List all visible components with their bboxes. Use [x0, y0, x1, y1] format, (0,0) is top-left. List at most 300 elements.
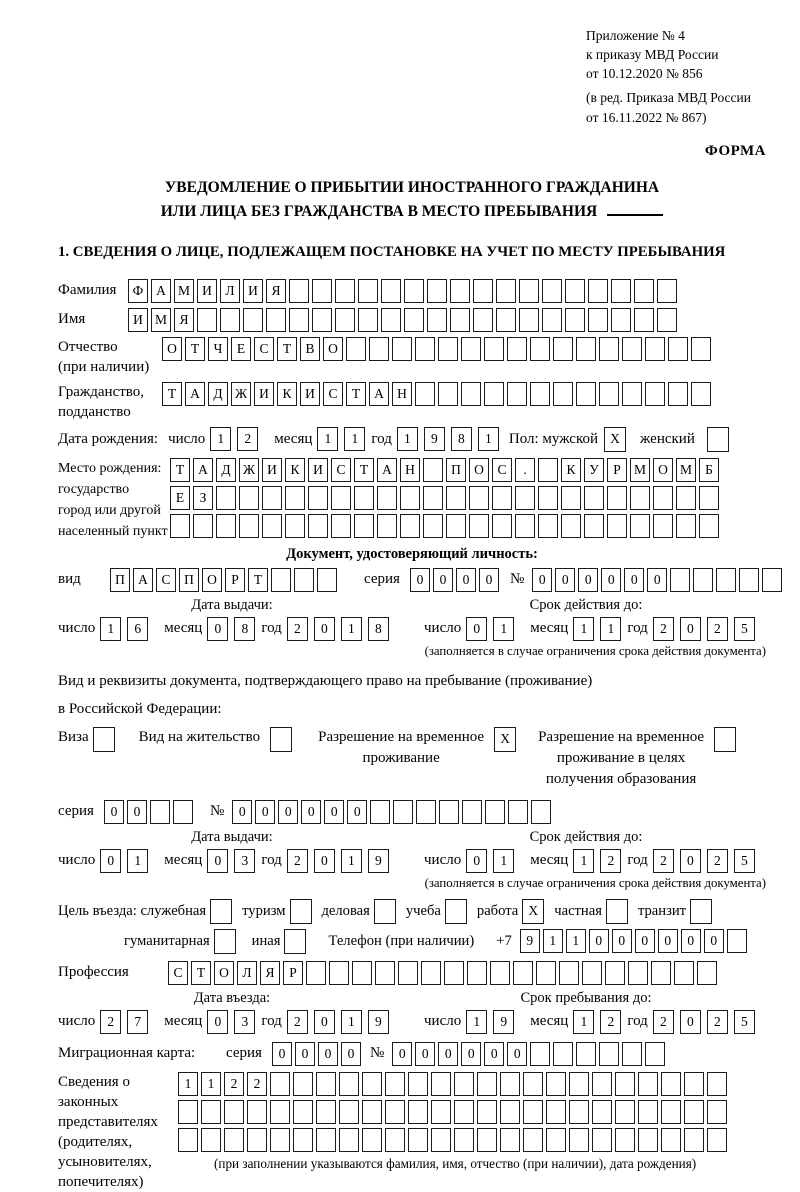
form-cell[interactable]: [289, 308, 309, 332]
form-cell[interactable]: 2: [707, 617, 728, 641]
form-cell[interactable]: 1: [210, 427, 231, 451]
form-cell[interactable]: К: [277, 382, 297, 406]
form-cell[interactable]: [461, 382, 481, 406]
form-cell[interactable]: 0: [433, 568, 453, 592]
form-cell[interactable]: [569, 1128, 589, 1152]
form-cell[interactable]: [546, 1072, 566, 1096]
form-cell[interactable]: [606, 899, 628, 924]
form-cell[interactable]: 5: [734, 617, 755, 641]
form-cell[interactable]: [490, 961, 510, 985]
form-cell[interactable]: 2: [653, 849, 674, 873]
form-cell[interactable]: [335, 308, 355, 332]
form-cell[interactable]: [607, 486, 627, 510]
form-cell[interactable]: [513, 961, 533, 985]
form-cell[interactable]: П: [179, 568, 199, 592]
form-cell[interactable]: [592, 1128, 612, 1152]
form-cell[interactable]: [444, 961, 464, 985]
form-cell[interactable]: [339, 1100, 359, 1124]
form-cell[interactable]: 0: [438, 1042, 458, 1066]
form-cell[interactable]: А: [369, 382, 389, 406]
form-cell[interactable]: [611, 279, 631, 303]
form-cell[interactable]: [611, 308, 631, 332]
form-cell[interactable]: 0: [466, 849, 487, 873]
form-cell[interactable]: [485, 800, 505, 824]
form-cell[interactable]: [262, 486, 282, 510]
form-cell[interactable]: А: [133, 568, 153, 592]
form-cell[interactable]: [569, 1100, 589, 1124]
form-cell[interactable]: [335, 279, 355, 303]
form-cell[interactable]: [477, 1128, 497, 1152]
form-cell[interactable]: [484, 382, 504, 406]
form-cell[interactable]: 5: [734, 1010, 755, 1034]
form-cell[interactable]: 0: [207, 849, 228, 873]
form-cell[interactable]: [216, 486, 236, 510]
form-cell[interactable]: [243, 308, 263, 332]
form-cell[interactable]: [542, 279, 562, 303]
form-cell[interactable]: [515, 514, 535, 538]
form-cell[interactable]: Я: [174, 308, 194, 332]
form-cell[interactable]: [634, 308, 654, 332]
form-cell[interactable]: 2: [287, 617, 308, 641]
form-cell[interactable]: [691, 337, 711, 361]
form-cell[interactable]: 1: [341, 1010, 362, 1034]
form-cell[interactable]: [427, 279, 447, 303]
form-cell[interactable]: О: [323, 337, 343, 361]
form-cell[interactable]: [408, 1128, 428, 1152]
form-cell[interactable]: [546, 1128, 566, 1152]
form-cell[interactable]: С: [254, 337, 274, 361]
form-cell[interactable]: [316, 1072, 336, 1096]
form-cell[interactable]: [645, 337, 665, 361]
form-cell[interactable]: 6: [127, 617, 148, 641]
form-cell[interactable]: [690, 899, 712, 924]
form-cell[interactable]: [362, 1100, 382, 1124]
form-cell[interactable]: [634, 279, 654, 303]
form-cell[interactable]: [284, 929, 306, 954]
form-cell[interactable]: [316, 1128, 336, 1152]
form-cell[interactable]: [584, 514, 604, 538]
form-cell[interactable]: 1: [341, 617, 362, 641]
form-cell[interactable]: [707, 427, 729, 452]
form-cell[interactable]: [416, 800, 436, 824]
form-cell[interactable]: [392, 337, 412, 361]
form-cell[interactable]: 0: [466, 617, 487, 641]
form-cell[interactable]: 0: [410, 568, 430, 592]
purpose-business-checkbox[interactable]: [374, 899, 396, 924]
form-cell[interactable]: 8: [451, 427, 472, 451]
form-cell[interactable]: [599, 1042, 619, 1066]
sex-male-checkbox[interactable]: [604, 427, 626, 452]
residence-permit-checkbox[interactable]: [270, 727, 292, 752]
form-cell[interactable]: И: [243, 279, 263, 303]
form-cell[interactable]: [492, 486, 512, 510]
form-cell[interactable]: [385, 1100, 405, 1124]
form-cell[interactable]: Ч: [208, 337, 228, 361]
form-cell[interactable]: [408, 1100, 428, 1124]
form-cell[interactable]: [178, 1100, 198, 1124]
form-cell[interactable]: [247, 1128, 267, 1152]
form-cell[interactable]: [467, 961, 487, 985]
form-cell[interactable]: [352, 961, 372, 985]
form-cell[interactable]: 1: [600, 617, 621, 641]
temp-residence-education-checkbox[interactable]: [714, 727, 736, 752]
form-cell[interactable]: Т: [170, 458, 190, 482]
form-cell[interactable]: [622, 1042, 642, 1066]
form-cell[interactable]: [374, 899, 396, 924]
form-cell[interactable]: [270, 1072, 290, 1096]
form-cell[interactable]: И: [262, 458, 282, 482]
form-cell[interactable]: 2: [653, 617, 674, 641]
form-cell[interactable]: [247, 1100, 267, 1124]
form-cell[interactable]: 2: [287, 849, 308, 873]
form-cell[interactable]: [653, 514, 673, 538]
form-cell[interactable]: [473, 279, 493, 303]
form-cell[interactable]: [358, 308, 378, 332]
form-cell[interactable]: [439, 800, 459, 824]
form-cell[interactable]: [446, 486, 466, 510]
form-cell[interactable]: [438, 382, 458, 406]
form-cell[interactable]: Ж: [231, 382, 251, 406]
form-cell[interactable]: [170, 514, 190, 538]
form-cell[interactable]: [693, 568, 713, 592]
form-cell[interactable]: А: [193, 458, 213, 482]
form-cell[interactable]: [316, 1100, 336, 1124]
form-cell[interactable]: [531, 800, 551, 824]
form-cell[interactable]: 0: [680, 617, 701, 641]
form-cell[interactable]: Я: [260, 961, 280, 985]
form-cell[interactable]: [358, 279, 378, 303]
form-cell[interactable]: [239, 514, 259, 538]
form-cell[interactable]: [446, 514, 466, 538]
form-cell[interactable]: И: [197, 279, 217, 303]
form-cell[interactable]: 0: [232, 800, 252, 824]
form-cell[interactable]: Н: [400, 458, 420, 482]
form-cell[interactable]: [638, 1128, 658, 1152]
form-cell[interactable]: [404, 279, 424, 303]
form-cell[interactable]: [492, 514, 512, 538]
form-cell[interactable]: [469, 486, 489, 510]
form-cell[interactable]: [519, 308, 539, 332]
form-cell[interactable]: И: [128, 308, 148, 332]
form-cell[interactable]: [553, 337, 573, 361]
form-cell[interactable]: 1: [178, 1072, 198, 1096]
form-cell[interactable]: 1: [566, 929, 586, 953]
form-cell[interactable]: [431, 1128, 451, 1152]
form-cell[interactable]: 1: [478, 427, 499, 451]
form-cell[interactable]: 9: [424, 427, 445, 451]
form-cell[interactable]: 0: [589, 929, 609, 953]
form-cell[interactable]: Л: [237, 961, 257, 985]
form-cell[interactable]: [530, 1042, 550, 1066]
form-cell[interactable]: [576, 1042, 596, 1066]
form-cell[interactable]: А: [151, 279, 171, 303]
form-cell[interactable]: 0: [647, 568, 667, 592]
form-cell[interactable]: [385, 1072, 405, 1096]
form-cell[interactable]: 0: [314, 1010, 335, 1034]
form-cell[interactable]: 1: [493, 849, 514, 873]
form-cell[interactable]: [450, 279, 470, 303]
form-cell[interactable]: М: [151, 308, 171, 332]
form-cell[interactable]: [462, 800, 482, 824]
form-cell[interactable]: [423, 514, 443, 538]
form-cell[interactable]: [331, 486, 351, 510]
form-cell[interactable]: [707, 1128, 727, 1152]
form-cell[interactable]: [622, 337, 642, 361]
form-cell[interactable]: 0: [314, 849, 335, 873]
form-cell[interactable]: [553, 1042, 573, 1066]
form-cell[interactable]: С: [492, 458, 512, 482]
form-cell[interactable]: Ф: [128, 279, 148, 303]
form-cell[interactable]: [431, 1072, 451, 1096]
form-cell[interactable]: [393, 800, 413, 824]
form-cell[interactable]: 5: [734, 849, 755, 873]
form-cell[interactable]: [290, 899, 312, 924]
form-cell[interactable]: [605, 961, 625, 985]
form-cell[interactable]: X: [522, 899, 544, 924]
form-cell[interactable]: [415, 382, 435, 406]
form-cell[interactable]: [523, 1072, 543, 1096]
form-cell[interactable]: [559, 961, 579, 985]
form-cell[interactable]: И: [254, 382, 274, 406]
form-cell[interactable]: [93, 727, 115, 752]
form-cell[interactable]: С: [331, 458, 351, 482]
form-cell[interactable]: Т: [277, 337, 297, 361]
form-cell[interactable]: 0: [704, 929, 724, 953]
form-cell[interactable]: [622, 382, 642, 406]
form-cell[interactable]: [697, 961, 717, 985]
form-cell[interactable]: [201, 1128, 221, 1152]
form-cell[interactable]: [404, 308, 424, 332]
sex-female-checkbox[interactable]: [707, 427, 729, 452]
form-cell[interactable]: [707, 1100, 727, 1124]
form-cell[interactable]: [588, 308, 608, 332]
form-cell[interactable]: 0: [100, 849, 121, 873]
form-cell[interactable]: [362, 1128, 382, 1152]
form-cell[interactable]: [454, 1128, 474, 1152]
form-cell[interactable]: .: [515, 458, 535, 482]
form-cell[interactable]: 1: [466, 1010, 487, 1034]
form-cell[interactable]: 1: [573, 1010, 594, 1034]
form-cell[interactable]: [668, 382, 688, 406]
form-cell[interactable]: [312, 279, 332, 303]
form-cell[interactable]: [216, 514, 236, 538]
form-cell[interactable]: [507, 382, 527, 406]
form-cell[interactable]: [415, 337, 435, 361]
form-cell[interactable]: 0: [555, 568, 575, 592]
form-cell[interactable]: 2: [287, 1010, 308, 1034]
form-cell[interactable]: [657, 279, 677, 303]
form-cell[interactable]: 1: [543, 929, 563, 953]
form-cell[interactable]: О: [214, 961, 234, 985]
form-cell[interactable]: [630, 486, 650, 510]
form-cell[interactable]: [317, 568, 337, 592]
form-cell[interactable]: 0: [532, 568, 552, 592]
form-cell[interactable]: [699, 514, 719, 538]
form-cell[interactable]: [538, 486, 558, 510]
form-cell[interactable]: 0: [324, 800, 344, 824]
form-cell[interactable]: Т: [162, 382, 182, 406]
form-cell[interactable]: 2: [600, 1010, 621, 1034]
form-cell[interactable]: 0: [207, 617, 228, 641]
form-cell[interactable]: К: [561, 458, 581, 482]
form-cell[interactable]: Е: [231, 337, 251, 361]
form-cell[interactable]: 2: [707, 849, 728, 873]
form-cell[interactable]: 1: [317, 427, 338, 451]
form-cell[interactable]: [201, 1100, 221, 1124]
form-cell[interactable]: [214, 929, 236, 954]
form-cell[interactable]: О: [653, 458, 673, 482]
form-cell[interactable]: [707, 1072, 727, 1096]
purpose-humanitarian-checkbox[interactable]: [214, 929, 236, 954]
purpose-study-checkbox[interactable]: [445, 899, 467, 924]
form-cell[interactable]: [519, 279, 539, 303]
form-cell[interactable]: [496, 308, 516, 332]
form-cell[interactable]: [239, 486, 259, 510]
form-cell[interactable]: 1: [100, 617, 121, 641]
form-cell[interactable]: 0: [479, 568, 499, 592]
form-cell[interactable]: [628, 961, 648, 985]
form-cell[interactable]: [553, 382, 573, 406]
form-cell[interactable]: [312, 308, 332, 332]
form-cell[interactable]: [381, 308, 401, 332]
form-cell[interactable]: [699, 486, 719, 510]
form-cell[interactable]: [615, 1100, 635, 1124]
form-cell[interactable]: Я: [266, 279, 286, 303]
form-cell[interactable]: Д: [208, 382, 228, 406]
form-cell[interactable]: [408, 1072, 428, 1096]
form-cell[interactable]: [670, 568, 690, 592]
form-cell[interactable]: [270, 727, 292, 752]
form-cell[interactable]: Т: [354, 458, 374, 482]
form-cell[interactable]: 0: [347, 800, 367, 824]
form-cell[interactable]: Т: [248, 568, 268, 592]
form-cell[interactable]: [294, 568, 314, 592]
form-cell[interactable]: [599, 382, 619, 406]
form-cell[interactable]: [329, 961, 349, 985]
form-cell[interactable]: [477, 1100, 497, 1124]
form-cell[interactable]: 9: [368, 849, 389, 873]
form-cell[interactable]: 0: [461, 1042, 481, 1066]
form-cell[interactable]: [538, 458, 558, 482]
form-cell[interactable]: [523, 1128, 543, 1152]
form-cell[interactable]: [645, 382, 665, 406]
form-cell[interactable]: [423, 486, 443, 510]
form-cell[interactable]: 0: [680, 1010, 701, 1034]
form-cell[interactable]: [370, 800, 390, 824]
form-cell[interactable]: [536, 961, 556, 985]
form-cell[interactable]: [377, 486, 397, 510]
form-cell[interactable]: [362, 1072, 382, 1096]
form-cell[interactable]: [530, 382, 550, 406]
form-cell[interactable]: [496, 279, 516, 303]
form-cell[interactable]: [714, 727, 736, 752]
form-cell[interactable]: [285, 486, 305, 510]
form-cell[interactable]: С: [156, 568, 176, 592]
form-cell[interactable]: 3: [234, 1010, 255, 1034]
form-cell[interactable]: 0: [415, 1042, 435, 1066]
form-cell[interactable]: Т: [191, 961, 211, 985]
form-cell[interactable]: 1: [573, 617, 594, 641]
form-cell[interactable]: [507, 337, 527, 361]
purpose-transit-checkbox[interactable]: [690, 899, 712, 924]
form-cell[interactable]: [398, 961, 418, 985]
form-cell[interactable]: 0: [612, 929, 632, 953]
form-cell[interactable]: О: [202, 568, 222, 592]
form-cell[interactable]: 1: [127, 849, 148, 873]
form-cell[interactable]: 0: [314, 617, 335, 641]
form-cell[interactable]: [293, 1128, 313, 1152]
form-cell[interactable]: [584, 486, 604, 510]
form-cell[interactable]: [461, 337, 481, 361]
form-cell[interactable]: К: [285, 458, 305, 482]
form-cell[interactable]: 0: [680, 849, 701, 873]
form-cell[interactable]: [431, 1100, 451, 1124]
form-cell[interactable]: 3: [234, 849, 255, 873]
form-cell[interactable]: [375, 961, 395, 985]
form-cell[interactable]: [285, 514, 305, 538]
form-cell[interactable]: [293, 1072, 313, 1096]
form-cell[interactable]: 0: [624, 568, 644, 592]
form-cell[interactable]: [346, 337, 366, 361]
form-cell[interactable]: П: [446, 458, 466, 482]
form-cell[interactable]: С: [168, 961, 188, 985]
form-cell[interactable]: [638, 1072, 658, 1096]
form-cell[interactable]: [523, 1100, 543, 1124]
form-cell[interactable]: [508, 800, 528, 824]
form-cell[interactable]: 1: [397, 427, 418, 451]
form-cell[interactable]: [400, 514, 420, 538]
form-cell[interactable]: Т: [346, 382, 366, 406]
purpose-private-checkbox[interactable]: [606, 899, 628, 924]
form-cell[interactable]: [197, 308, 217, 332]
form-cell[interactable]: 0: [255, 800, 275, 824]
purpose-other-checkbox[interactable]: [284, 929, 306, 954]
purpose-tourism-checkbox[interactable]: [290, 899, 312, 924]
visa-checkbox[interactable]: [93, 727, 115, 752]
form-cell[interactable]: 9: [493, 1010, 514, 1034]
form-cell[interactable]: [381, 279, 401, 303]
form-cell[interactable]: М: [630, 458, 650, 482]
form-cell[interactable]: 1: [344, 427, 365, 451]
form-cell[interactable]: Р: [225, 568, 245, 592]
form-cell[interactable]: [178, 1128, 198, 1152]
form-cell[interactable]: [530, 337, 550, 361]
form-cell[interactable]: [293, 1100, 313, 1124]
form-cell[interactable]: 0: [658, 929, 678, 953]
form-cell[interactable]: 9: [368, 1010, 389, 1034]
form-cell[interactable]: [661, 1100, 681, 1124]
form-cell[interactable]: [716, 568, 736, 592]
form-cell[interactable]: [193, 514, 213, 538]
form-cell[interactable]: [546, 1100, 566, 1124]
form-cell[interactable]: З: [193, 486, 213, 510]
form-cell[interactable]: О: [162, 337, 182, 361]
form-cell[interactable]: [661, 1128, 681, 1152]
form-cell[interactable]: 0: [507, 1042, 527, 1066]
form-cell[interactable]: Л: [220, 279, 240, 303]
form-cell[interactable]: [727, 929, 747, 953]
form-cell[interactable]: [762, 568, 782, 592]
form-cell[interactable]: [454, 1072, 474, 1096]
form-cell[interactable]: А: [377, 458, 397, 482]
form-cell[interactable]: [150, 800, 170, 824]
form-cell[interactable]: [538, 514, 558, 538]
form-cell[interactable]: [691, 382, 711, 406]
form-cell[interactable]: [308, 514, 328, 538]
form-cell[interactable]: Д: [216, 458, 236, 482]
form-cell[interactable]: [331, 514, 351, 538]
form-cell[interactable]: 0: [318, 1042, 338, 1066]
